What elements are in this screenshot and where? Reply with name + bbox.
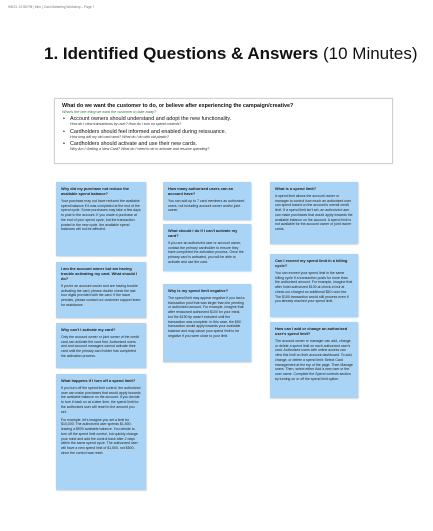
faq-answer xyxy=(168,241,246,265)
faq-answer-paragraph: If you turn off the spend limit control, the authorized user can make purchases that would apply towards the available balance on the account. If you decide to turn it back on at a later time, the spend limit for the authorized user will reset to the amount you set. xyxy=(61,386,141,414)
page-title-duration: (10 Minutes) xyxy=(323,44,418,63)
faq-card xyxy=(270,182,358,244)
faq-answer xyxy=(61,335,141,359)
faq-question: Why can't I activate my card? xyxy=(61,327,116,332)
faq-card xyxy=(56,182,146,256)
goal-item xyxy=(63,141,388,147)
questions-heading: What do we want the customer to do, or believe after experiencing the campaign/creative? xyxy=(62,103,294,109)
faq-answer xyxy=(275,194,353,232)
page-title-main: 1. Identified Questions & Answers xyxy=(44,44,319,63)
faq-question: How many authorized users can an account have? xyxy=(168,186,234,196)
faq-card xyxy=(56,374,146,490)
faq-answer-paragraph: A spend limit allows the account owner or manager to control how much an authorized user can spend based on the account's overall credit limit. If a spend limit isn't set, an authorized user can make purchases that would apply towards the available balance on the account. A spend limit is not available for the account owner or joint owner cards. xyxy=(275,194,353,231)
bullet-icon: • xyxy=(63,141,65,148)
goal-text: Cardholders should activate and use their new cards. xyxy=(70,141,198,148)
faq-card xyxy=(56,323,146,368)
faq-card xyxy=(163,182,251,220)
faq-answer-paragraph: You can add up to 7 card members as authorized users, not including account owner and/or joint owner. xyxy=(168,199,245,213)
faq-answer xyxy=(168,199,246,213)
faq-answer xyxy=(168,296,246,338)
goal-note: How long will my old card work? What do I do with old plastic? xyxy=(70,134,169,139)
bullet-icon: • xyxy=(63,128,65,135)
faq-card xyxy=(56,262,146,318)
faq-question: What happens if I turn off a spend limit? xyxy=(61,378,136,383)
goal-text: Cardholders should feel informed and enabled during reissuance. xyxy=(70,128,227,135)
faq-answer-paragraph: For example, let's imagine you set a limit for $10,000. The authorized user spends $1,500, leaving a $500 available balance. You decide to turn off the spend limit control, but quickly change your mind and add the control back after 2 days within the same spend cycle. The authorized user will have a new spend limit of $1,500, not $500, since the control was reset. xyxy=(61,417,138,455)
faq-question: Why is my spend limit negative? xyxy=(168,288,229,293)
faq-answer xyxy=(275,339,353,381)
faq-question: What should I do if I can't activate my card? xyxy=(168,228,238,238)
faq-answer-paragraph: If you're an account owner and are having trouble activating the card, please double check the last four digits provided with the card. If the issue persists, please contact our customer support team for assistance. xyxy=(61,284,141,307)
page-title xyxy=(44,44,417,64)
faq-question: What is a spend limit? xyxy=(275,186,317,191)
goal-text: Account owners should understand and adopt the new functionality. xyxy=(70,116,232,122)
faq-answer-paragraph: You can exceed your spend limit in the same billing cycle if a transaction posts for more than the authorized amount. For example, imagine that after hotel authorized $100 at check-in but at check-out charged an additional $50 room fee. The $150 transaction would still process even if you already reached your spend limit. xyxy=(275,271,353,304)
faq-answer xyxy=(275,271,353,304)
faq-answer-paragraph: The account owner or manager can add, change, or delete a spend limit on each authorized user's card. Authorized users with online access can view this limit on their account dashboard. To add, change, or delete a spend limit: Select Card management at the top of the page. Then Manage users. Then, select either Add a new user or the user name. Complete the Spend controls section by turning on or off the spend limit option. xyxy=(275,339,353,381)
faq-answer-paragraph: Your purchase may not have reduced the available spend balance if it was completed at the end of the spend cycle. Some purchases may take a few days to post to the account. If you made a purchase at the end of your spend cycle, but the transaction posted in the new cycle, the available spend balances will not be affected. xyxy=(61,199,141,232)
faq-answer-paragraph: Only the account owner or joint owner of the credit card can activate the card first. Authorized users and and account managers cannot activate their card until the primary card holder has completed the activation process. xyxy=(61,335,140,358)
questions-list xyxy=(63,116,388,154)
questions-panel xyxy=(54,98,393,164)
faq-answer xyxy=(61,386,141,455)
faq-answer xyxy=(61,199,141,232)
faq-answer-paragraph: If you are an authorized user or account owner, contact the primary cardholder to ensure they have completed the activation process. Once the primary card is activated, you will be able to activate and use the card. xyxy=(168,241,244,264)
goal-item xyxy=(63,116,388,122)
faq-question: Can I exceed my spend limit in a billing cycle? xyxy=(275,258,348,268)
bullet-icon: • xyxy=(63,116,65,122)
faq-card xyxy=(270,254,358,317)
faq-card xyxy=(163,284,251,362)
faq-question: Why did my purchase not reduce the available spend balance? xyxy=(61,186,130,196)
questions-subheading: What's the one thing we want the customer to take away? xyxy=(62,110,157,114)
faq-answer-paragraph: The spend limit may appear negative if you had a transaction post that was larger than the pending or authorized amount. For example, imagine that after restaurant authorized $100 for your meal, but the $150 tip wasn't included until the transaction was complete. In this case, the $50 transaction would apply towards your available balance and may cause your spend limit to be negative if you were close to your limit. xyxy=(168,296,245,338)
faq-answer xyxy=(61,284,141,308)
faq-card xyxy=(163,224,251,271)
goal-item xyxy=(63,129,388,135)
faq-question: I am the account owner but am having trouble activating my card. What should I do? xyxy=(61,266,138,281)
goal-note: Why Am I Getting a New Card? What do I need to do to activate and resume spending? xyxy=(70,147,210,152)
faq-card xyxy=(270,322,358,398)
faq-question: How can I add or change an authorized user's spend limit? xyxy=(275,326,348,336)
goal-note: How do I view transactions by user? How do I turn on spend controls? xyxy=(70,122,182,127)
page-header-meta: 9/8/23, 12:58 PM | Miro | Card Marketing Workshop – Page 7 xyxy=(8,5,95,9)
